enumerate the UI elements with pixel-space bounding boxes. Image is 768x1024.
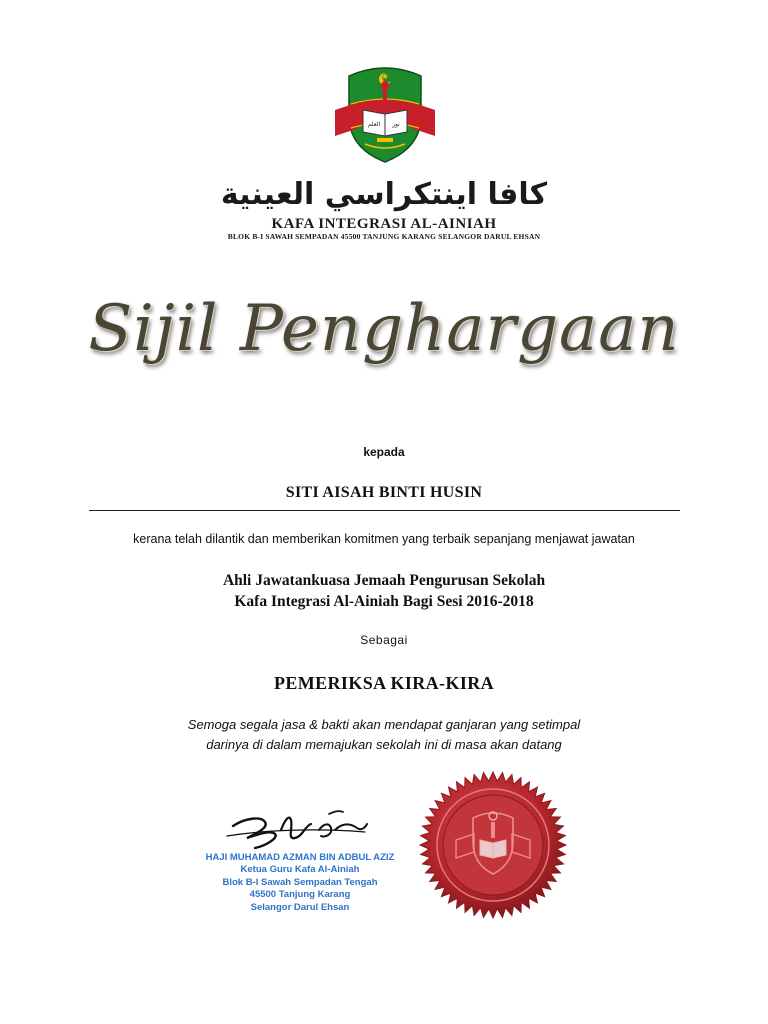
position-title: PEMERIKSA KIRA-KIRA (273, 673, 495, 693)
reason-text: kerana telah dilantik dan memberikan komitmen yang terbaik sepanjang menjawat jawatan (133, 532, 635, 546)
signatory-title: Ketua Guru Kafa Al-Ainiah (240, 864, 360, 876)
logo-book-text-left: العلم (367, 121, 381, 128)
recipient-name: SITI AISAH BINTI HUSIN (285, 484, 483, 501)
signatory-address-3: Selangor Darul Ehsan (250, 901, 350, 913)
school-name: KAFA INTEGRASI AL-AINIAH (271, 216, 497, 232)
to-label: kepada (363, 445, 405, 459)
as-label: Sebagai (360, 633, 408, 647)
signatory-block (200, 852, 400, 914)
seal-icon (418, 770, 568, 920)
committee-line-2: Kafa Integrasi Al-Ainiah Bagi Sesi 2016-2018 (234, 593, 534, 610)
signatory-address-2: 45500 Tanjung Karang (249, 889, 351, 901)
school-address: BLOK B-I SAWAH SEMPADAN 45500 TANJUNG KARANG SELANGOR DARUL EHSAN (227, 232, 541, 241)
school-arabic-name: كافا اينتكراسي العينية (220, 177, 548, 212)
signatory-address-1: Blok B-I Sawah Sempadan Tengah (222, 876, 378, 888)
recipient-underline (89, 510, 680, 511)
signature-mark (225, 800, 370, 852)
school-crest-icon (333, 66, 437, 166)
wish-line-1: Semoga segala jasa & bakti akan mendapat ganjaran yang setimpal (187, 717, 581, 732)
certificate-title: Sijil Penghargaan (88, 292, 680, 366)
committee-line-1: Ahli Jawatankuasa Jemaah Pengurusan Sekolah (222, 572, 546, 589)
wish-line-2: darinya di dalam memajukan sekolah ini di masa akan datang (206, 737, 562, 752)
signatory-name: HAJI MUHAMAD AZMAN BIN ADBUL AZIZ (205, 852, 395, 863)
logo-book-text-right: نور (392, 121, 400, 128)
